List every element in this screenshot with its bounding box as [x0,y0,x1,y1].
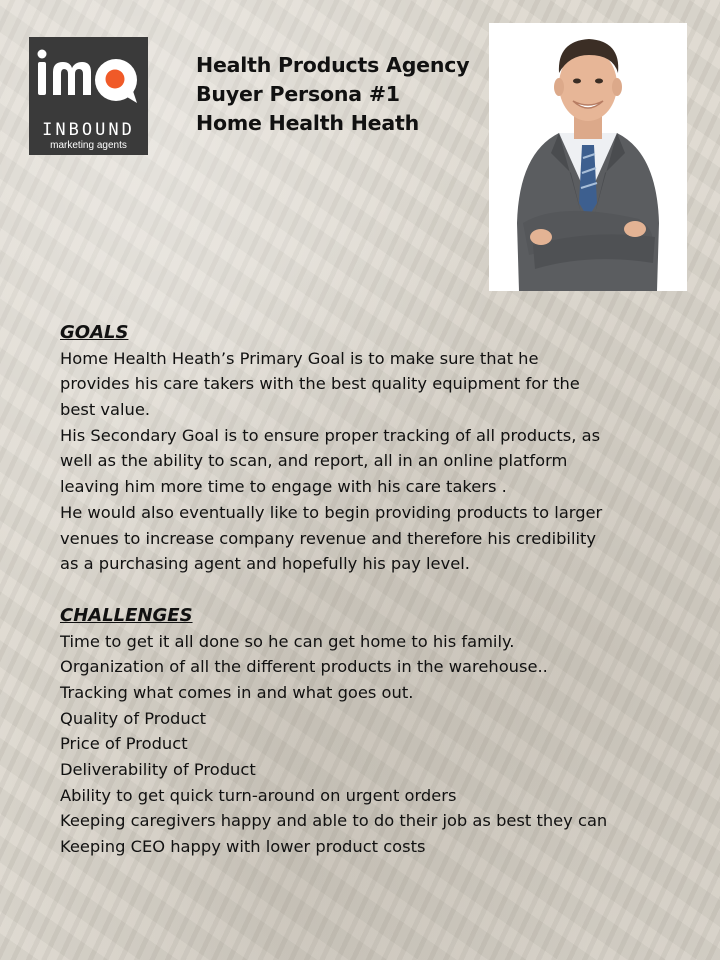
title-persona-number: Buyer Persona #1 [196,82,400,106]
goals-line: Home Health Heath’s Primary Goal is to make sure that he [60,348,539,368]
goals-line: best value. [60,400,151,419]
challenge-item: Deliverability of Product [60,760,256,780]
challenge-item: Tracking what comes in and what goes out. [60,682,414,702]
challenge-item: Keeping caregivers happy and able to do their job as best they can [60,811,608,831]
persona-content [60,320,700,860]
challenge-item: Price of Product [60,734,188,754]
section-spacer [60,577,700,603]
challenge-item: Time to get it all done so he can get home to his family. [60,631,515,651]
title-block [196,51,469,138]
challenges-list [60,629,700,860]
persona-photo [489,23,687,291]
ima-logo-icon [29,37,148,155]
logo-name: INBOUND [42,120,135,140]
challenge-item: Quality of Product [60,708,207,728]
challenge-item: Ability to get quick turn-around on urgent orders [60,785,457,805]
title-persona-name: Home Health Heath [196,111,419,135]
challenge-item: Organization of all the different products in the warehouse.. [60,657,548,677]
goals-heading: GOALS [60,322,129,343]
challenge-item: Keeping CEO happy with lower product costs [60,837,426,857]
goals-line: He would also eventually like to begin providing products to larger [60,502,603,522]
goals-line: leaving him more time to engage with his care takers . [60,477,507,497]
goals-line: well as the ability to scan, and report, all in an online platform [60,451,568,471]
logo-tagline: marketing agents [50,140,127,151]
goals-line: His Secondary Goal is to ensure proper tracking of all products, as [60,425,601,445]
goals-line: provides his care takers with the best quality equipment for the [60,374,580,394]
company-logo [29,37,148,155]
title-company: Health Products Agency [196,53,470,77]
goals-line: venues to increase company revenue and therefore his credibility [60,528,597,548]
goals-text [60,346,700,577]
goals-line: as a purchasing agent and hopefully his pay level. [60,554,470,574]
person-illustration-icon [489,23,687,291]
challenges-heading: CHALLENGES [60,604,193,626]
